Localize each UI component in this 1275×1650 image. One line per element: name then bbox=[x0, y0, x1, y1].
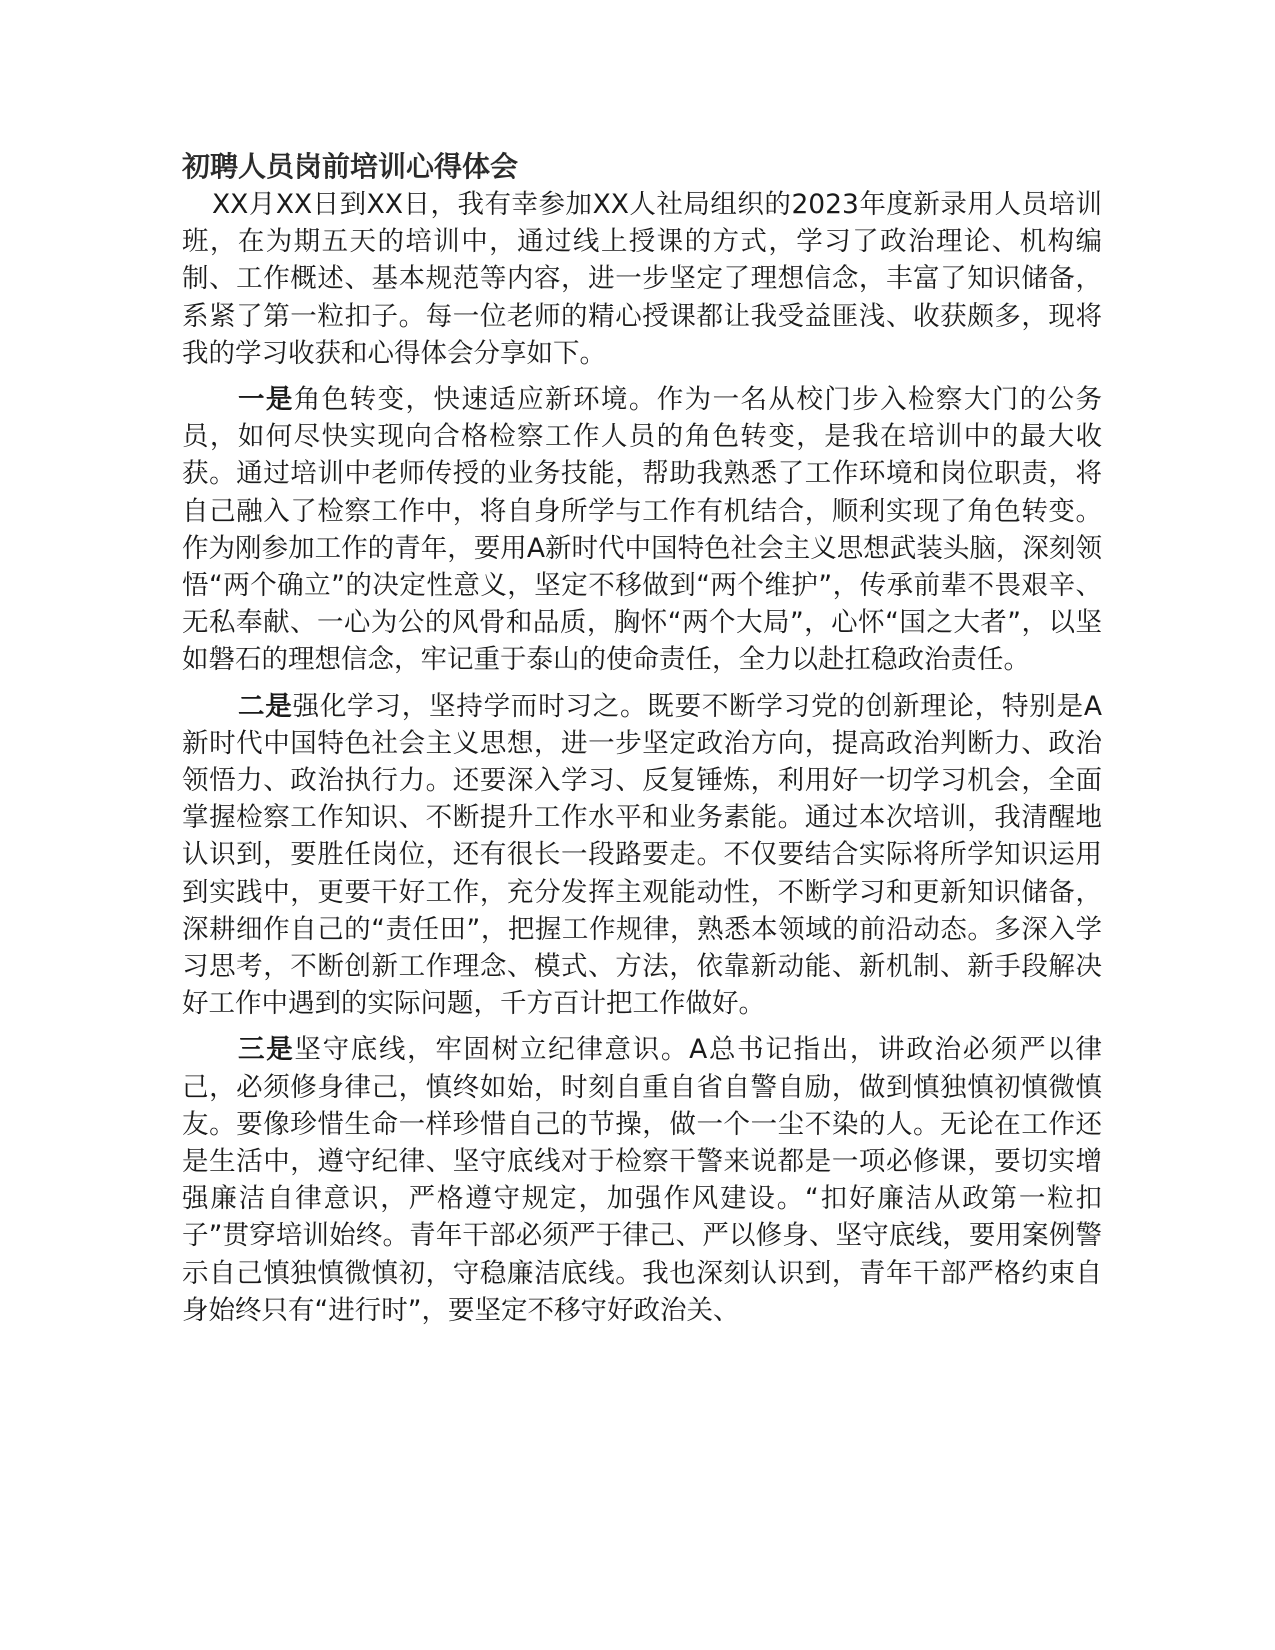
section-text-2: 强化学习，坚持学而时习之。既要不断学习党的创新理论，特别是A新时代中国特色社会主义思想，进一步坚定政治方向，提高政治判断力、政治领悟力、政治执行力。还要深入学习、反复锤炼，利用好一切学习机会，全面掌握检察工作知识、不断提升工作水平和业务素能。通过本次培训，我清醒地认识到，要胜任岗位，还有很长一段路要走。不仅要结合实际将所学知识运用到实践中，更要干好工作，充分发挥主观能动性，不断学习和更新知识储备，深耕细作自己的“责任田”，把握工作规律，熟悉本领域的前沿动态。多深入学习思考，不断创新工作理念、模式、方法，依靠新动能、新机制、新手段解决好工作中遇到的实际问题，千方百计把工作做好。 bbox=[182, 690, 1102, 1020]
document-page bbox=[182, 148, 1102, 1329]
section-lead-3: 三是 bbox=[238, 1034, 295, 1066]
section-lead-1: 一是 bbox=[238, 384, 294, 416]
document-title: 初聘人员岗前培训心得体会 bbox=[182, 150, 519, 183]
section-lead-2: 二是 bbox=[238, 690, 293, 722]
section-text-1: 角色转变，快速适应新环境。作为一名从校门步入检察大门的公务员，如何尽快实现向合格检察工作人员的角色转变，是我在培训中的最大收获。通过培训中老师传授的业务技能，帮助我熟悉了工作环境和岗位职责，将自己融入了检察工作中，将自身所学与工作有机结合，顺利实现了角色转变。作为刚参加工作的青年，要用A新时代中国特色社会主义思想武装头脑，深刻领悟“两个确立”的决定性意义，坚定不移做到“两个维护”，传承前辈不畏艰辛、无私奉献、一心为公的风骨和品质，胸怀“两个大局”，心怀“国之大者”，以坚如磐石的理想信念，牢记重于泰山的使命责任，全力以赴扛稳政治责任。 bbox=[182, 384, 1103, 676]
section-text-3: 坚守底线，牢固树立纪律意识。A总书记指出，讲政治必须严以律己，必须修身律己，慎终如始，时刻自重自省自警自励，做到慎独慎初慎微慎友。要像珍惜生命一样珍惜自己的节操，做一个一尘不染的人。无论在工作还是生活中，遵守纪律、坚守底线对于检察干警来说都是一项必修课，要切实增强廉洁自律意识，严格遵守规定，加强作风建设。“扣好廉洁从政第一粒扣子”贯穿培训始终。青年干部必须严于律己、严以修身、坚守底线，要用案例警示自己慎独慎微慎初，守稳廉洁底线。我也深刻认识到，青年干部严格约束自身始终只有“进行时”，要坚定不移守好政治关、 bbox=[182, 1034, 1102, 1326]
section-paragraph-1 bbox=[182, 381, 1102, 679]
section-paragraph-2 bbox=[182, 688, 1102, 1023]
section-paragraph-3 bbox=[182, 1031, 1102, 1329]
intro-paragraph: XX月XX日到XX日，我有幸参加XX人社局组织的2023年度新录用人员培训班，在为期五天的培训中，通过线上授课的方式，学习了政治理论、机构编制、工作概述、基本规范等内容，进一步坚定了理想信念，丰富了知识储备，系紧了第一粒扣子。每一位老师的精心授课都让我受益匪浅、收获颇多，现将我的学习收获和心得体会分享如下。 bbox=[182, 189, 1102, 369]
